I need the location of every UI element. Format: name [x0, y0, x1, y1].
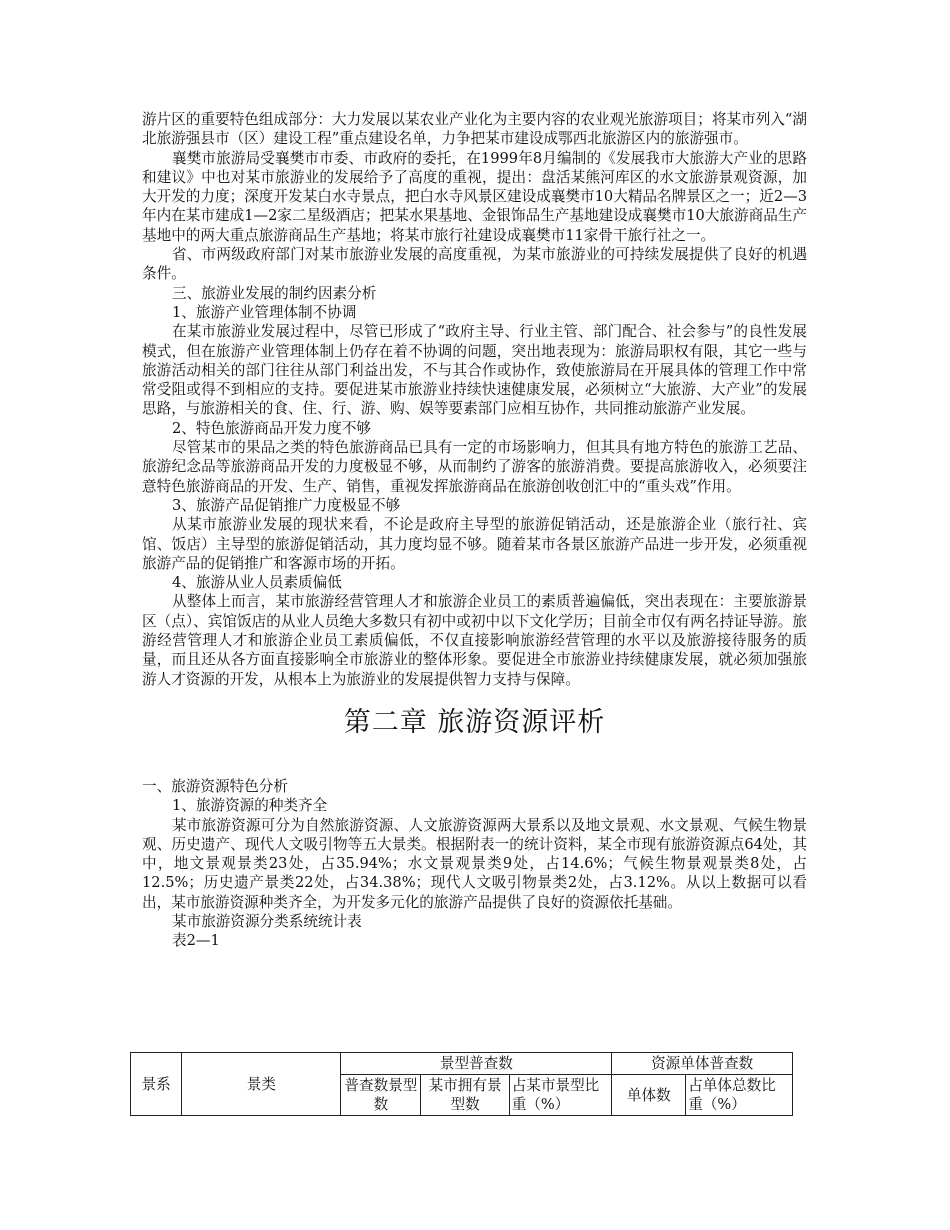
paragraph: 从整体上而言，某市旅游经营管理人才和旅游企业员工的素质普遍偏低，突出表现在：主要旅游景区（点）、宾馆饭店的从业人员绝大多数只有初中或初中以下文化学历；目前全市仅有两名持证导游。旅游经营管理人才和旅游企业员工素质偏低，不仅直接影响旅游经营管理的水平以及旅游接待服务的质量，而且还从各方面直接影响全市旅游业的整体形象。要促进全市旅游业持续健康发展，就必须加强旅游人才资源的开发，从根本上为旅游业的发展提供智力支持与保障。	[142, 593, 807, 688]
section-bottom	[142, 777, 807, 951]
paragraph: 某市旅游资源可分为自然旅游资源、人文旅游资源两大景系以及地文景观、水文景观、气候生物景观、历史遗产、现代人文吸引物等五大景类。根据附表一的统计资料，某全市现有旅游资源点64处，其中，地文景观景类23处，占35.94%；水文景观景类9处，占14.6%；气候生物景观景类8处，占12.5%；历史遗产景类22处，占34.38%；现代人文吸引物景类2处，占3.12%。从以上数据可以看出，某市旅游资源种类齐全，为开发多元化的旅游产品提供了良好的资源依托基础。	[142, 816, 807, 911]
paragraph: 表2—1	[172, 932, 220, 950]
paragraph: 4、旅游从业人员素质偏低	[172, 574, 342, 592]
paragraph: 1、旅游资源的种类齐全	[172, 797, 328, 815]
header-pucha: 普查数景型数	[341, 1075, 421, 1116]
header-jingxi: 景系	[131, 1053, 182, 1116]
paragraph: 一、旅游资源特色分析	[142, 777, 288, 795]
paragraph: 从某市旅游业发展的现状来看，不论是政府主导型的旅游促销活动，还是旅游企业（旅行社、宾馆、饭店）主导型的旅游促销活动，其力度均显不够。随着某市各景区旅游产品进一步开发，必须重视旅游产品的促销推广和客源市场的开拓。	[142, 516, 807, 572]
paragraph: 在某市旅游业发展过程中，尽管已形成了“政府主导、行业主管、部门配合、社会参与”的良性发展模式，但在旅游产业管理体制上仍存在着不协调的问题，突出地表现为：旅游局职权有限，其它一些与旅游活动相关的部门往往从部门利益出发，不与其合作或协作，致使旅游局在开展具体的管理工作中常常受阻或得不到相应的支持。要促进某市旅游业持续快速健康发展，必须树立“大旅游、大产业”的发展思路，与旅游相关的食、住、行、游、购、娱等要素部门应相互协作，共同推动旅游产业发展。	[142, 323, 807, 418]
paragraph: 省、市两级政府部门对某市旅游业发展的高度重视，为某市旅游业的可持续发展提供了良好的机遇条件。	[142, 246, 807, 283]
header-danti: 单体数	[612, 1075, 686, 1116]
header-group-type: 景型普查数	[341, 1053, 612, 1075]
paragraph: 游片区的重要特色组成部分：大力发展以某农业产业化为主要内容的农业观光旅游项目；将某市列入“湖北旅游强县市（区）建设工程”重点建设名单，力争把某市建设成鄂西北旅游区内的旅游强市。	[142, 111, 807, 148]
resource-stats-table	[130, 1052, 793, 1116]
header-bizhong: 占某市景型比重（%）	[509, 1075, 612, 1116]
header-jinglei: 景类	[182, 1053, 341, 1116]
paragraph: 尽管某市的果品之类的特色旅游商品已具有一定的市场影响力，但其具有地方特色的旅游工艺品、旅游纪念品等旅游商品开发的力度极显不够，从而制约了游客的旅游消费。要提高旅游收入，必须要注意特色旅游商品的开发、生产、销售，重视发挥旅游商品在旅游创收创汇中的“重头戏”作用。	[142, 439, 807, 495]
header-yongyou: 某市拥有景型数	[421, 1075, 509, 1116]
paragraph: 某市旅游资源分类系统统计表	[172, 912, 362, 930]
paragraph: 3、旅游产品促销推广力度极显不够	[172, 496, 401, 514]
header-group-single: 资源单体普查数	[612, 1053, 793, 1075]
header-danti-bizhong: 占单体总数比重（%）	[686, 1075, 793, 1116]
paragraph: 1、旅游产业管理体制不协调	[172, 303, 357, 321]
chapter-title: 第二章 旅游资源评析	[343, 706, 606, 738]
paragraph: 2、特色旅游商品开发力度不够	[172, 419, 372, 437]
section-top	[142, 110, 807, 689]
paragraph: 襄樊市旅游局受襄樊市市委、市政府的委托，在1999年8月编制的《发展我市大旅游大产业的思路和建议》中也对某市旅游业的发展给予了高度的重视，提出：盘活某熊河库区的水文旅游景观资源，加大开发的力度；深度开发某白水寺景点，把白水寺风景区建设成襄樊市10大精品名牌景区之一；近2—3年内在某市建成1—2家二星级酒店；把某水果基地、金银饰品生产基地建设成襄樊市10大旅游商品生产基地中的两大重点旅游商品生产基地；将某市旅行社建设成襄樊市11家骨干旅行社之一。	[142, 149, 807, 244]
document-body	[142, 110, 807, 951]
paragraph: 三、旅游业发展的制约因素分析	[172, 284, 377, 302]
